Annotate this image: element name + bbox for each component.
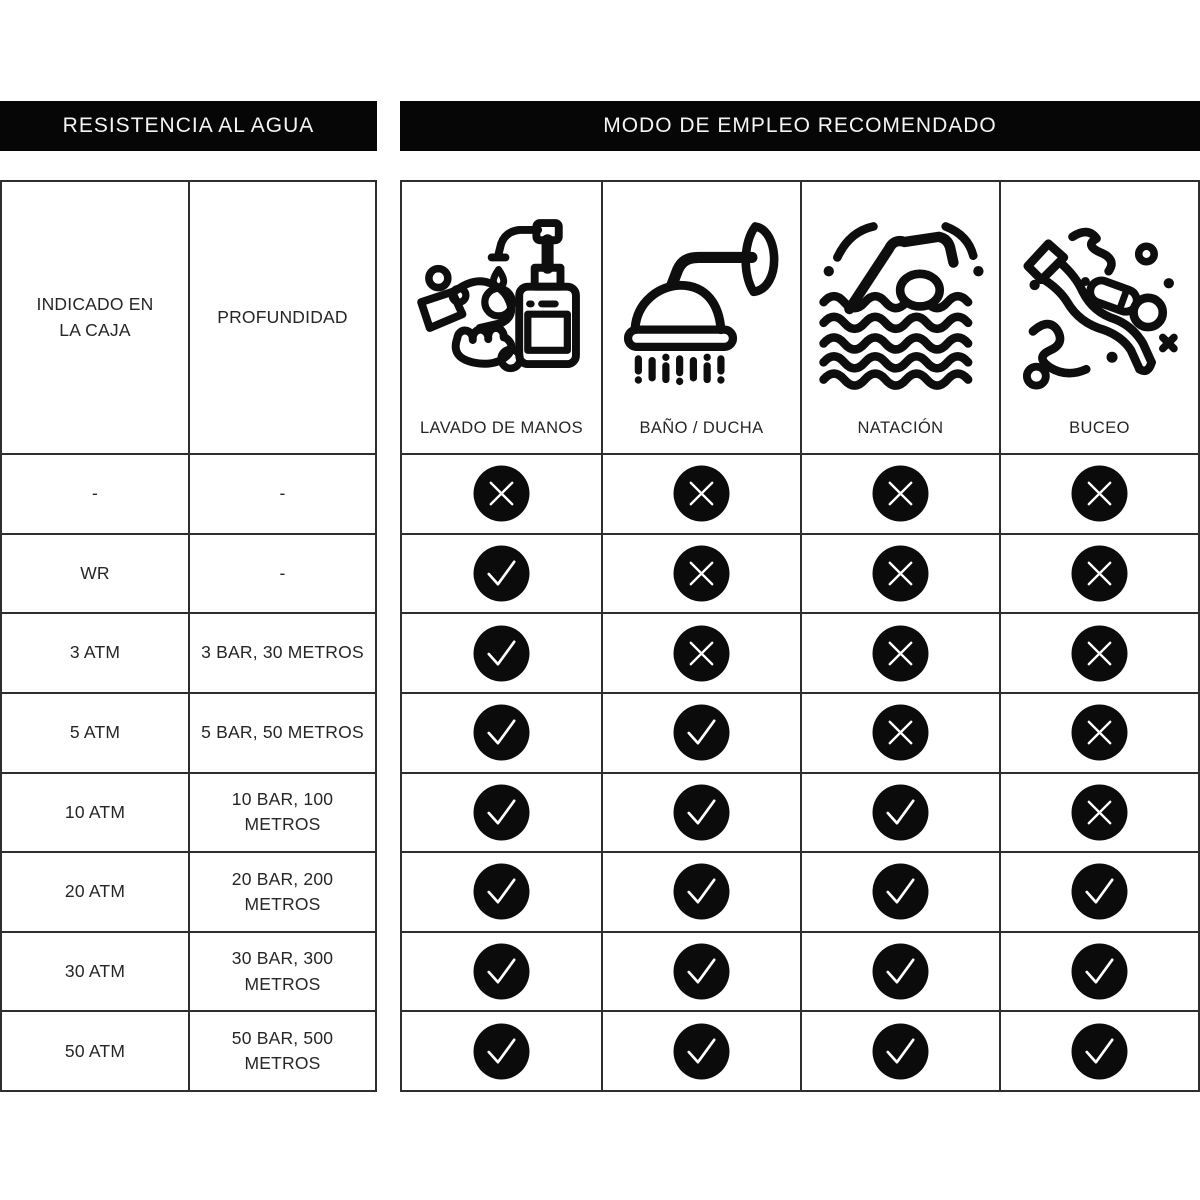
recommended-mark [999,851,1198,931]
not-recommended-mark [402,453,601,533]
not-recommended-mark [999,692,1198,772]
check-icon [473,863,530,920]
case-marking-cell: 20 ATM [2,851,188,931]
not-recommended-mark [601,533,800,613]
depth-cell: 10 BAR, 100 METROS [188,772,375,852]
recommended-mark [601,1010,800,1090]
case-marking-cell: 5 ATM [2,692,188,772]
check-icon [872,863,929,920]
not-recommended-mark [999,612,1198,692]
check-icon [1071,943,1128,1000]
recommended-mark [800,851,999,931]
usage-column-label: BAÑO / DUCHA [639,419,764,437]
recommended-use-table [400,180,1200,1092]
recommended-mark [402,772,601,852]
check-icon [473,784,530,841]
left-header-title: RESISTENCIA AL AGUA [62,114,315,137]
recommended-mark [800,1010,999,1090]
right-header-title: MODO DE EMPLEO RECOMENDADO [603,114,997,137]
cross-icon [673,625,730,682]
usage-column-label: BUCEO [1069,419,1130,437]
recommended-mark [402,931,601,1011]
check-icon [872,1023,929,1080]
cross-icon [1071,625,1128,682]
not-recommended-mark [800,692,999,772]
not-recommended-mark [999,453,1198,533]
check-icon [673,704,730,761]
check-icon [673,1023,730,1080]
right-header-bar [400,101,1200,151]
swimming-icon [802,182,999,411]
cross-icon [1071,465,1128,522]
depth-cell: 20 BAR, 200 METROS [188,851,375,931]
column-header-case-marking: INDICADO EN LA CAJA [36,294,154,340]
not-recommended-mark [601,612,800,692]
usage-column-label: LAVADO DE MANOS [419,419,584,437]
case-marking-cell: 50 ATM [2,1010,188,1090]
recommended-mark [800,931,999,1011]
water-resistance-table [0,180,377,1092]
recommended-mark [402,1010,601,1090]
cross-icon [872,465,929,522]
check-icon [673,863,730,920]
case-marking-cell: WR [2,533,188,613]
depth-cell: - [188,453,375,533]
recommended-mark [601,931,800,1011]
usage-column-handwash [402,182,601,453]
not-recommended-mark [999,772,1198,852]
recommended-mark [800,772,999,852]
not-recommended-mark [800,453,999,533]
cross-icon [872,545,929,602]
recommended-mark [999,1010,1198,1090]
recommended-mark [402,692,601,772]
check-icon [872,784,929,841]
usage-column-shower [601,182,800,453]
check-icon [1071,863,1128,920]
usage-column-diving [999,182,1198,453]
check-icon [1071,1023,1128,1080]
cross-icon [673,545,730,602]
case-marking-cell: 30 ATM [2,931,188,1011]
depth-cell: - [188,533,375,613]
cross-icon [1071,704,1128,761]
cross-icon [1071,545,1128,602]
shower-icon [603,182,800,411]
recommended-mark [402,533,601,613]
depth-cell: 50 BAR, 500 METROS [188,1010,375,1090]
handwash-icon [402,182,601,411]
check-icon [872,943,929,1000]
check-icon [473,545,530,602]
case-marking-cell: 10 ATM [2,772,188,852]
not-recommended-mark [800,612,999,692]
check-icon [473,625,530,682]
check-icon [673,784,730,841]
usage-column-swimming [800,182,999,453]
recommended-mark [402,612,601,692]
check-icon [473,943,530,1000]
cross-icon [473,465,530,522]
check-icon [473,1023,530,1080]
column-header-depth: PROFUNDIDAD [188,182,375,453]
cross-icon [1071,784,1128,841]
check-icon [673,943,730,1000]
case-marking-cell: 3 ATM [2,612,188,692]
not-recommended-mark [999,533,1198,613]
not-recommended-mark [800,533,999,613]
check-icon [473,704,530,761]
depth-cell: 30 BAR, 300 METROS [188,931,375,1011]
recommended-mark [601,772,800,852]
depth-cell: 3 BAR, 30 METROS [188,612,375,692]
cross-icon [872,625,929,682]
recommended-mark [601,692,800,772]
recommended-mark [999,931,1198,1011]
not-recommended-mark [601,453,800,533]
recommended-mark [402,851,601,931]
left-header-bar [0,101,377,151]
diving-icon [1001,182,1198,411]
depth-cell: 5 BAR, 50 METROS [188,692,375,772]
cross-icon [673,465,730,522]
case-marking-cell: - [2,453,188,533]
usage-column-label: NATACIÓN [857,419,944,437]
cross-icon [872,704,929,761]
recommended-mark [601,851,800,931]
